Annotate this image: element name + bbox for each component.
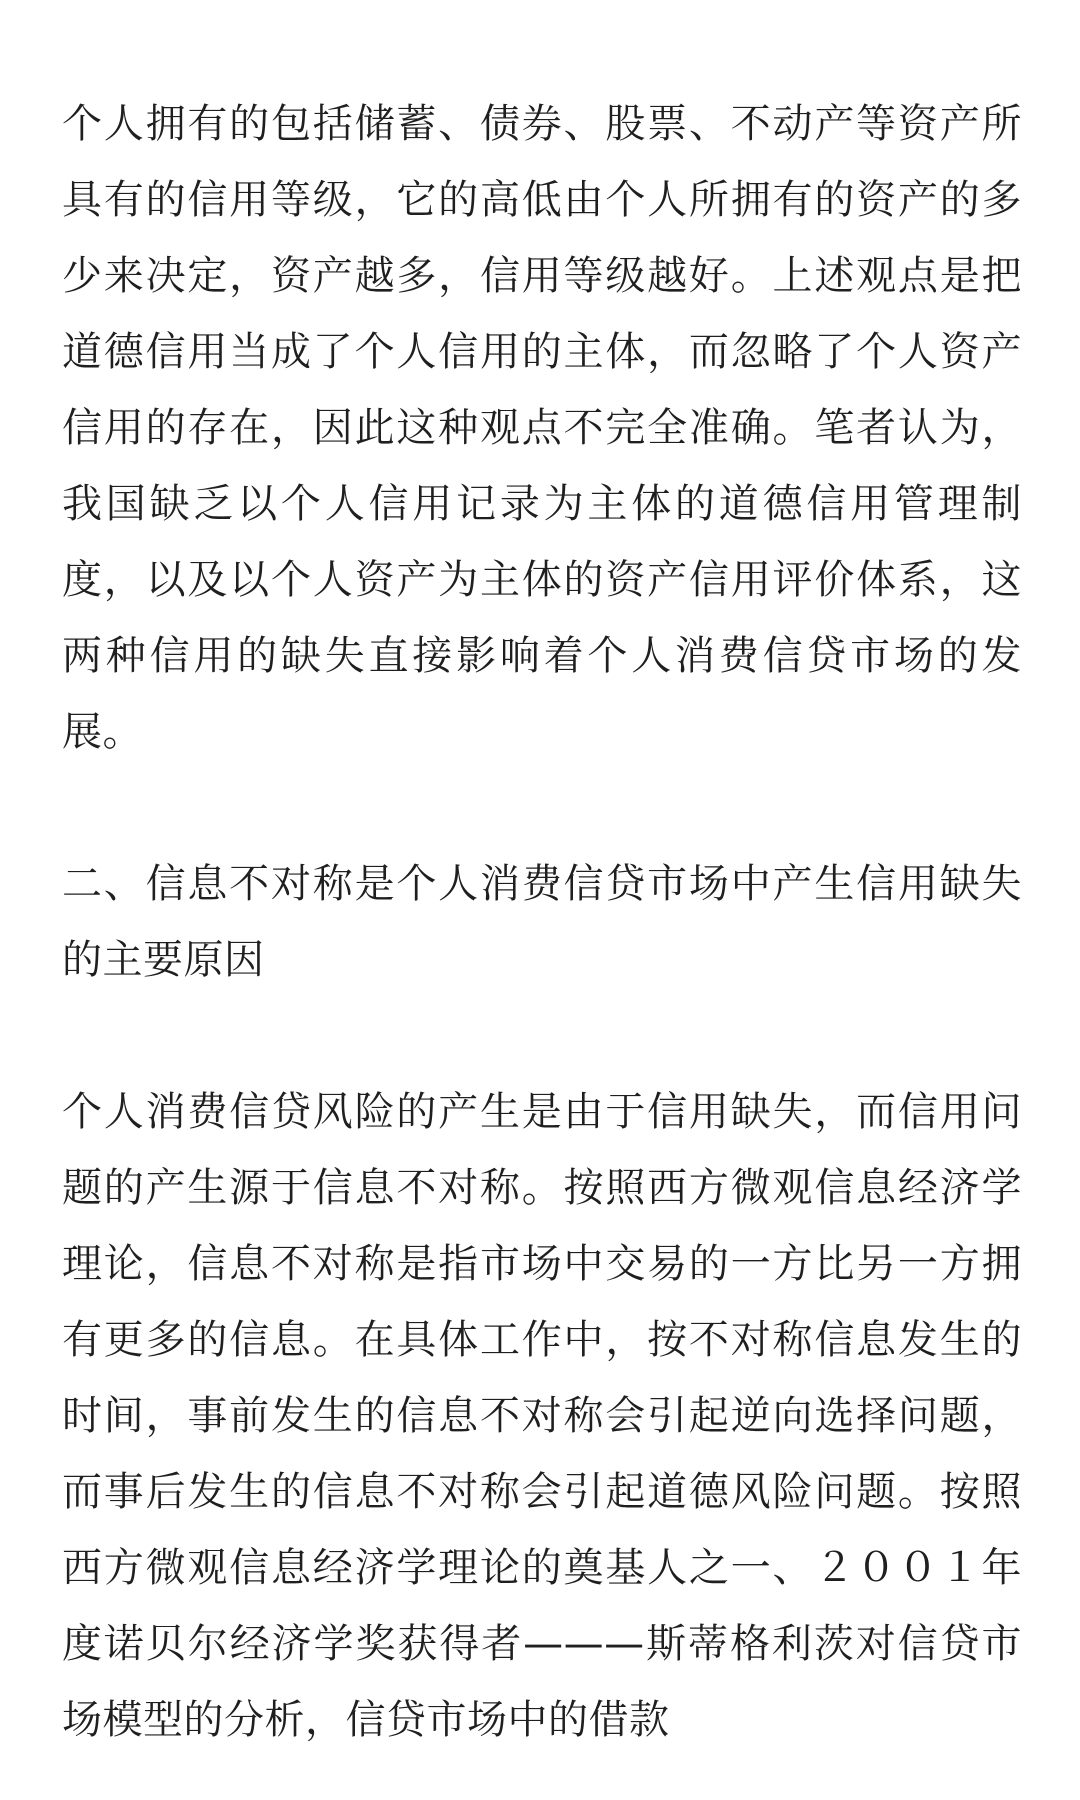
section-heading-information-asymmetry: 二、信息不对称是个人消费信贷市场中产生信用缺失的主要原因 xyxy=(62,861,1022,983)
paragraph-information-asymmetry: 个人消费信贷风险的产生是由于信用缺失，而信用问题的产生源于信息不对称。按照西方微观信息经济学理论，信息不对称是指市场中交易的一方比另一方拥有更多的信息。在具体工作中，按不对称信息发生的时间，事前发生的信息不对称会引起逆向选择问题，而事后发生的信息不对称会引起道德风险问题。按照西方微观信息经济学理论的奠基人之一、２００１年度诺贝尔经济学奖获得者———斯蒂格利茨对信贷市场模型的分析，信贷市场中的借款 xyxy=(62,1089,1022,1743)
paragraph-personal-credit: 个人拥有的包括储蓄、债券、股票、不动产等资产所具有的信用等级，它的高低由个人所拥有的资产的多少来决定，资产越多，信用等级越好。上述观点是把道德信用当成了个人信用的主体，而忽略了个人资产信用的存在，因此这种观点不完全准确。笔者认为，我国缺乏以个人信用记录为主体的道德信用管理制度，以及以个人资产为主体的资产信用评价体系，这两种信用的缺失直接影响着个人消费信贷市场的发展。 xyxy=(62,101,1022,755)
article-body xyxy=(62,86,1022,1758)
